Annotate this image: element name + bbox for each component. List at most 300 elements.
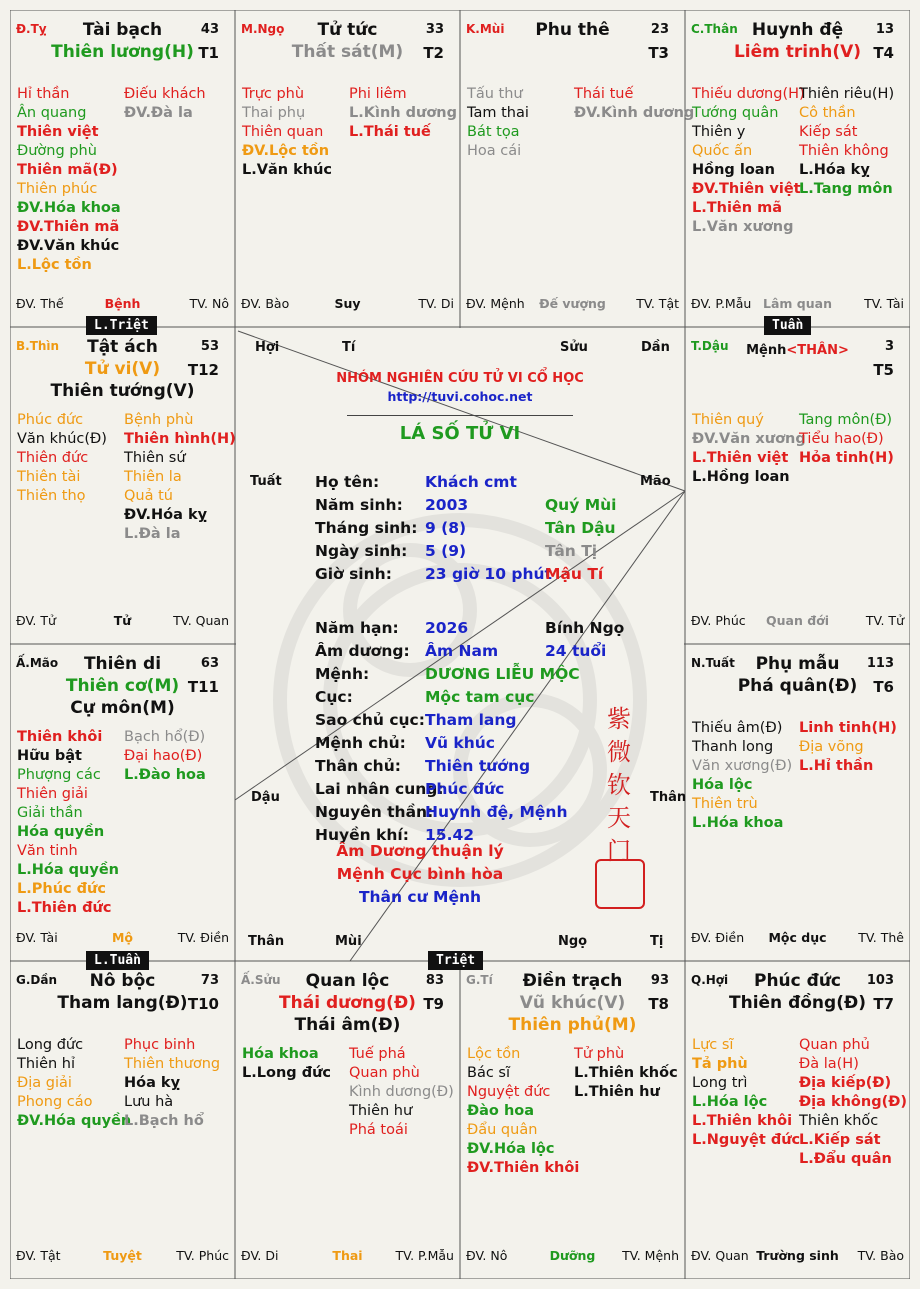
footer-right: TV. Tử: [865, 613, 904, 628]
footer-stage: Mộ: [111, 930, 134, 945]
info-extra: Bính Ngọ: [545, 619, 625, 637]
palace-t-label: T5: [873, 361, 894, 379]
palace-age: 13: [875, 22, 894, 37]
star: Thiên phúc: [17, 181, 98, 197]
palace-zone: Đ.Tỵ: [16, 22, 47, 36]
star: Hoa cái: [467, 143, 522, 159]
star: Văn xương(Đ): [692, 758, 793, 774]
star: L.Hóa kỵ: [799, 162, 870, 178]
note-line: Âm Dương thuận lý: [336, 842, 504, 860]
branch-label: Dậu: [251, 790, 280, 805]
branch-label: Tuất: [250, 474, 282, 489]
star: Thiên hư: [349, 1103, 413, 1119]
footer-left: ĐV. Thế: [16, 296, 64, 311]
star: Thai phụ: [242, 105, 306, 121]
footer-right: TV. Thê: [858, 930, 904, 945]
bar-triet: Triệt: [428, 951, 483, 970]
footer-left: ĐV. Điền: [691, 930, 745, 945]
palace-mao: [10, 644, 235, 961]
star: L.Đà la: [124, 526, 181, 542]
star: L.Hóa quyền: [17, 862, 119, 878]
palace-name: Tử tức: [317, 20, 378, 40]
info-value: DƯƠNG LIỄU MỘC: [425, 665, 580, 683]
star: L.Phúc đức: [17, 881, 106, 897]
star: Thiên việt: [17, 124, 99, 140]
star: Thiên thương: [124, 1056, 221, 1072]
star: Thiên đức: [17, 450, 89, 466]
info-value: Tham lang: [425, 711, 517, 729]
star: Tấu thư: [467, 86, 523, 102]
star: Hỏa tinh(H): [799, 450, 894, 466]
palace-name: [685, 343, 910, 358]
star: Hóa quyền: [17, 824, 105, 840]
info-label: Giờ sinh:: [315, 565, 392, 583]
star: Quốc ấn: [692, 143, 753, 159]
palace-hoi: [685, 961, 910, 1279]
star: Hóa khoa: [242, 1046, 319, 1062]
palace-age: 23: [650, 22, 669, 37]
star: Thiên khốc: [799, 1113, 879, 1129]
star: Long đức: [17, 1037, 84, 1053]
palace-thin: [10, 327, 235, 644]
footer-left: ĐV. Mệnh: [466, 296, 525, 311]
star: Lực sĩ: [692, 1037, 734, 1053]
star: Bát tọa: [467, 124, 520, 140]
info-label: Lai nhân cung:: [315, 780, 444, 798]
star: Đẩu quân: [467, 1122, 538, 1138]
star: L.Hỉ thần: [799, 758, 874, 774]
info-value: Khách cmt: [425, 473, 517, 491]
star: ĐV.Hóa lộc: [467, 1141, 555, 1157]
footer-left: ĐV. Phúc: [691, 613, 746, 628]
branch-label: Mùi: [335, 934, 362, 949]
info-value: 2026: [425, 619, 469, 637]
palace-zone: C.Thân: [691, 22, 738, 36]
info-extra: Mậu Tí: [545, 565, 604, 583]
palace-t-label: T9: [423, 995, 444, 1013]
star: Thiên giải: [17, 786, 88, 802]
footer-stage: Lâm quan: [763, 296, 832, 311]
palace-ngo: [235, 10, 460, 327]
info-label: Ngày sinh:: [315, 542, 408, 560]
center-url: http://tuvi.cohoc.net: [387, 389, 533, 404]
palace-age: 63: [200, 656, 219, 671]
star: Cô thần: [799, 105, 856, 121]
star: Lộc tồn: [467, 1046, 521, 1062]
info-value: 2003: [425, 496, 469, 514]
star: ĐV.Hóa kỵ: [124, 507, 208, 523]
star: Tiểu hao(Đ): [799, 431, 884, 447]
star: Địa giải: [17, 1075, 72, 1091]
palace-zone: K.Mùi: [466, 22, 505, 36]
palace-age: 93: [650, 973, 669, 988]
star: Trực phù: [242, 86, 305, 102]
branch-label: Thân: [248, 934, 285, 949]
main-star: Liêm trinh(V): [733, 42, 862, 62]
star: L.Thiên mã: [692, 200, 783, 216]
star: L.Văn xương: [692, 219, 794, 235]
palace-tuat: [685, 644, 910, 961]
note-line: Mệnh Cục bình hòa: [336, 865, 504, 883]
branch-label: Tị: [650, 934, 664, 949]
branch-label: Dần: [641, 340, 670, 355]
star: Thiếu dương(H): [692, 86, 805, 102]
main-star: Thái dương(Đ): [279, 993, 416, 1013]
bar-l-tuan: L.Tuần: [86, 951, 149, 970]
palace-t-label: T7: [873, 995, 894, 1013]
info-label: Nguyên thần:: [315, 803, 434, 821]
footer-left: ĐV. Tử: [16, 613, 56, 628]
info-label: Huyền khí:: [315, 826, 409, 844]
palace-t-label: T2: [423, 44, 444, 62]
seal-box: [595, 859, 645, 909]
star: L.Thiên việt: [692, 450, 789, 466]
main-star: Thiên phủ(M): [508, 1015, 637, 1035]
branch-label: Mão: [640, 474, 671, 489]
star: L.Thiên đức: [17, 900, 112, 916]
palace-mui: [460, 10, 695, 327]
star: Lưu hà: [124, 1094, 174, 1110]
star: Tử phù: [574, 1046, 625, 1062]
star: L.Hóa khoa: [692, 815, 784, 831]
horoscope-chart: [10, 10, 910, 1279]
footer-right: TV. Điền: [177, 930, 229, 945]
star: ĐV.Thiên khôi: [467, 1160, 580, 1176]
star: L.Long đức: [242, 1065, 331, 1081]
palace-than: [685, 10, 910, 327]
star: Đào hoa: [467, 1103, 535, 1119]
center-divider: [347, 415, 573, 416]
star: Ân quang: [17, 105, 87, 121]
palace-name: Nô bộc: [89, 971, 156, 991]
palace-age: 43: [200, 22, 219, 37]
main-star: Thất sát(M): [291, 42, 404, 62]
palace-zone: N.Tuất: [691, 656, 735, 670]
footer-left: ĐV. Nô: [466, 1248, 508, 1263]
footer-stage: Quan đới: [765, 613, 830, 628]
footer-right: TV. Nô: [189, 296, 229, 311]
star: L.Hóa lộc: [692, 1094, 768, 1110]
palace-zone: G.Tí: [466, 973, 493, 987]
center-panel: [235, 327, 685, 961]
palace-t-label: T6: [873, 678, 894, 696]
palace-age: 53: [200, 339, 219, 354]
info-label: Sao chủ cục:: [315, 711, 425, 729]
info-label: Năm hạn:: [315, 619, 399, 637]
palace-t-label: T3: [648, 44, 669, 62]
footer-left: ĐV. Di: [241, 1248, 279, 1263]
bar-l-triet: L.Triệt: [86, 316, 157, 335]
star: Thiên hình(H): [124, 431, 236, 447]
palace-t-label: T4: [873, 44, 894, 62]
star: Bạch hổ(Đ): [124, 729, 206, 745]
footer-stage: Trường sinh: [756, 1248, 839, 1263]
palace-name: Thiên di: [83, 654, 162, 674]
info-label: Âm dương:: [315, 642, 410, 660]
star: L.Kiếp sát: [799, 1132, 881, 1148]
center-group-title: NHÓM NGHIÊN CỨU TỬ VI CỔ HỌC: [336, 371, 584, 386]
footer-right: TV. Mệnh: [622, 1248, 679, 1263]
star: Địa võng: [799, 739, 864, 755]
star: Phượng các: [17, 767, 101, 783]
main-star: Thái âm(Đ): [294, 1015, 401, 1035]
main-star: Vũ khúc(V): [519, 993, 626, 1013]
star: Điếu khách: [124, 86, 206, 102]
info-label: Mệnh chủ:: [315, 734, 406, 752]
footer-right: TV. P.Mẫu: [395, 1248, 454, 1263]
star: Quả tú: [124, 488, 173, 504]
star: Phục binh: [124, 1037, 196, 1053]
footer-left: ĐV. Quan: [691, 1248, 749, 1263]
palace-t-label: T10: [187, 995, 219, 1013]
palace-suu: [235, 961, 460, 1279]
star: L.Đẩu quân: [799, 1151, 892, 1167]
branch-label: Tí: [342, 340, 356, 355]
branch-label: Ngọ: [558, 934, 588, 949]
star: Đường phù: [17, 143, 97, 159]
star: Văn khúc(Đ): [17, 431, 107, 447]
footer-right: TV. Tật: [636, 296, 679, 311]
footer-left: ĐV. Bào: [241, 296, 290, 311]
star: Thiên không: [799, 143, 889, 159]
info-value: Âm Nam: [425, 642, 499, 660]
palace-age: 3: [884, 339, 894, 354]
palace-age: 33: [425, 22, 444, 37]
palace-age: 73: [200, 973, 219, 988]
branch-label: Sửu: [560, 340, 588, 355]
star: ĐV.Đà la: [124, 105, 193, 121]
star: Quan phù: [349, 1065, 420, 1081]
palace-name: Phúc đức: [753, 971, 841, 991]
palace-zone: Q.Hợi: [691, 973, 729, 987]
star: Thiên hỉ: [17, 1056, 76, 1072]
main-star: Thiên đồng(Đ): [729, 993, 866, 1013]
footer-left: ĐV. Tật: [16, 1248, 61, 1263]
info-label: Năm sinh:: [315, 496, 403, 514]
star: ĐV.Văn khúc: [17, 238, 120, 254]
star: Hỉ thần: [17, 86, 70, 102]
seal-char: 紫: [607, 705, 631, 733]
bar-tuan: Tuần: [764, 316, 811, 335]
palace-zone: Ấ.Sửu: [241, 973, 281, 987]
star: L.Thái tuế: [349, 124, 431, 140]
star: Giải thần: [17, 805, 83, 821]
info-value: Mộc tam cục: [425, 688, 535, 706]
star: Thiên riêu(H): [799, 86, 895, 102]
info-value: 5 (9): [425, 542, 467, 560]
palace-tag: <THÂN>: [786, 343, 849, 358]
info-extra: Tân Tị: [545, 542, 598, 560]
info-extra: Tân Dậu: [545, 519, 616, 537]
info-label: Họ tên:: [315, 473, 380, 491]
star: Long trì: [692, 1075, 748, 1091]
star: Hóa lộc: [692, 777, 753, 793]
main-star: Thiên lương(H): [51, 42, 194, 62]
star: Hữu bật: [17, 748, 82, 764]
main-star: Tham lang(Đ): [57, 993, 188, 1013]
star: Thiếu âm(Đ): [692, 720, 783, 736]
palace-zone: G.Dần: [16, 973, 58, 987]
star: ĐV.Văn xương: [692, 431, 806, 447]
palace-name-text: Mệnh: [746, 343, 787, 358]
branch-label: Hợi: [255, 340, 280, 355]
info-label: Thân chủ:: [315, 757, 401, 775]
footer-stage: Bệnh: [104, 296, 141, 311]
palace-t-label: T12: [187, 361, 219, 379]
seal-char: 天: [607, 804, 631, 832]
palace-ty: [10, 10, 235, 327]
branch-label: Thân: [650, 790, 687, 805]
star: L.Bạch hổ: [124, 1113, 204, 1129]
palace-t-label: T11: [187, 678, 219, 696]
main-star: Thiên tướng(V): [50, 381, 195, 401]
star: Thiên sứ: [124, 450, 186, 466]
star: ĐV.Kình dương: [574, 105, 695, 121]
palace-age: 103: [866, 973, 894, 988]
palace-name: Điền trạch: [522, 971, 623, 991]
star: L.Tang môn: [799, 181, 893, 197]
star: ĐV.Hóa khoa: [17, 200, 121, 216]
footer-stage: Dưỡng: [549, 1248, 596, 1263]
star: Tuế phá: [349, 1046, 406, 1062]
info-value: Phúc đức: [425, 780, 505, 798]
palace-zone: Ấ.Mão: [16, 656, 59, 670]
star: L.Nguyệt đức: [692, 1132, 801, 1148]
palace-name: Quan lộc: [305, 971, 390, 991]
star: Hồng loan: [692, 162, 775, 178]
info-value: 9 (8): [425, 519, 467, 537]
footer-right: TV. Tài: [864, 296, 904, 311]
palace-dau: [685, 327, 910, 644]
star: Tả phù: [692, 1056, 748, 1072]
info-extra: Quý Mùi: [545, 496, 617, 514]
star: Thiên la: [124, 469, 182, 485]
palace-zone: M.Ngọ: [241, 22, 285, 36]
star: Tang môn(Đ): [799, 412, 893, 428]
info-label: Cục:: [315, 688, 353, 706]
info-label: Tháng sinh:: [315, 519, 418, 537]
palace-zone: B.Thìn: [16, 339, 60, 353]
note-line: Thân cư Mệnh: [358, 888, 482, 906]
palace-ti: [460, 961, 685, 1279]
star: L.Lộc tồn: [17, 257, 92, 273]
seal-char: 钦: [607, 771, 631, 799]
palace-name: Tật ách: [87, 337, 158, 357]
seal-char: 门: [607, 837, 631, 865]
star: Phong cáo: [17, 1094, 93, 1110]
main-star: Cự môn(M): [70, 698, 175, 718]
star: Bác sĩ: [467, 1065, 510, 1081]
star: Linh tinh(H): [799, 720, 897, 736]
star: Thiên mã(Đ): [17, 162, 118, 178]
star: Đà la(H): [799, 1056, 859, 1072]
footer-right: TV. Bào: [857, 1248, 904, 1263]
palace-zone: T.Dậu: [691, 339, 729, 353]
palace-age: 83: [425, 973, 444, 988]
star: L.Thiên hư: [574, 1084, 660, 1100]
footer-stage: Đế vượng: [539, 296, 606, 311]
star: Quan phủ: [799, 1037, 870, 1053]
star: Tam thai: [467, 105, 529, 121]
seal-char: 微: [607, 738, 631, 766]
star: Thiên quan: [242, 124, 324, 140]
palace-dan: [10, 961, 235, 1279]
star: L.Đào hoa: [124, 767, 206, 783]
palace-age: 113: [866, 656, 894, 671]
star: ĐV.Hóa quyền: [17, 1113, 132, 1129]
footer-stage: Thai: [332, 1248, 363, 1263]
star: L.Hồng loan: [692, 469, 790, 485]
footer-stage: Tuyệt: [103, 1248, 142, 1263]
star: L.Kình dương: [349, 105, 458, 121]
footer-left: ĐV. P.Mẫu: [691, 296, 752, 311]
info-label: Mệnh:: [315, 665, 370, 683]
star: Thiên y: [692, 124, 746, 140]
info-value: Vũ khúc: [425, 734, 495, 752]
star: Kiếp sát: [799, 124, 858, 140]
palace-name: Phụ mẫu: [755, 654, 840, 674]
footer-stage: Tử: [113, 613, 132, 628]
info-value: 15.42: [425, 826, 475, 844]
star: ĐV.Thiên việt: [692, 181, 801, 197]
star: Thái tuế: [574, 86, 634, 102]
info-value: 23 giờ 10 phút: [425, 565, 552, 583]
star: Địa không(Đ): [799, 1094, 907, 1110]
main-star: Thiên cơ(M): [65, 676, 180, 696]
star: Văn tinh: [17, 843, 78, 859]
center-title: LÁ SỐ TỬ VI: [399, 423, 521, 444]
info-extra: 24 tuổi: [545, 642, 607, 660]
star: Tướng quân: [692, 105, 779, 121]
footer-right: TV. Phúc: [176, 1248, 229, 1263]
star: Thiên tài: [17, 469, 81, 485]
star: Đại hao(Đ): [124, 748, 203, 764]
star: ĐV.Lộc tồn: [242, 143, 330, 159]
main-star: Phá quân(Đ): [737, 676, 858, 696]
star: Bệnh phù: [124, 412, 194, 428]
star: Phá toái: [349, 1122, 408, 1138]
star: Thiên trù: [692, 796, 758, 812]
star: Địa kiếp(Đ): [799, 1075, 892, 1091]
palace-name: Phu thê: [535, 20, 610, 40]
star: L.Thiên khôi: [692, 1113, 793, 1129]
star: Thiên quý: [692, 412, 764, 428]
star: Nguyệt đức: [467, 1084, 551, 1100]
star: Hóa kỵ: [124, 1075, 181, 1091]
palace-name: Tài bạch: [82, 20, 163, 40]
star: L.Thiên khốc: [574, 1065, 678, 1081]
footer-stage: Mộc dục: [768, 930, 827, 945]
star: Thiên thọ: [17, 488, 86, 504]
main-star: Tử vi(V): [84, 359, 161, 379]
star: Phúc đức: [17, 412, 84, 428]
palace-name: Huynh đệ: [751, 20, 844, 40]
palace-t-label: T1: [198, 44, 219, 62]
star: Thiên khôi: [17, 729, 103, 745]
footer-right: TV. Di: [418, 296, 454, 311]
star: Thanh long: [692, 739, 774, 755]
footer-stage: Suy: [334, 296, 361, 311]
footer-right: TV. Quan: [173, 613, 229, 628]
star: Kình dương(Đ): [349, 1084, 454, 1100]
info-value: Thiên tướng: [425, 757, 531, 775]
star: ĐV.Thiên mã: [17, 219, 120, 235]
footer-left: ĐV. Tài: [16, 930, 58, 945]
info-value: Huynh đệ, Mệnh: [425, 803, 568, 821]
star: Phi liêm: [349, 86, 407, 102]
palace-t-label: T8: [648, 995, 669, 1013]
star: L.Văn khúc: [242, 162, 333, 178]
